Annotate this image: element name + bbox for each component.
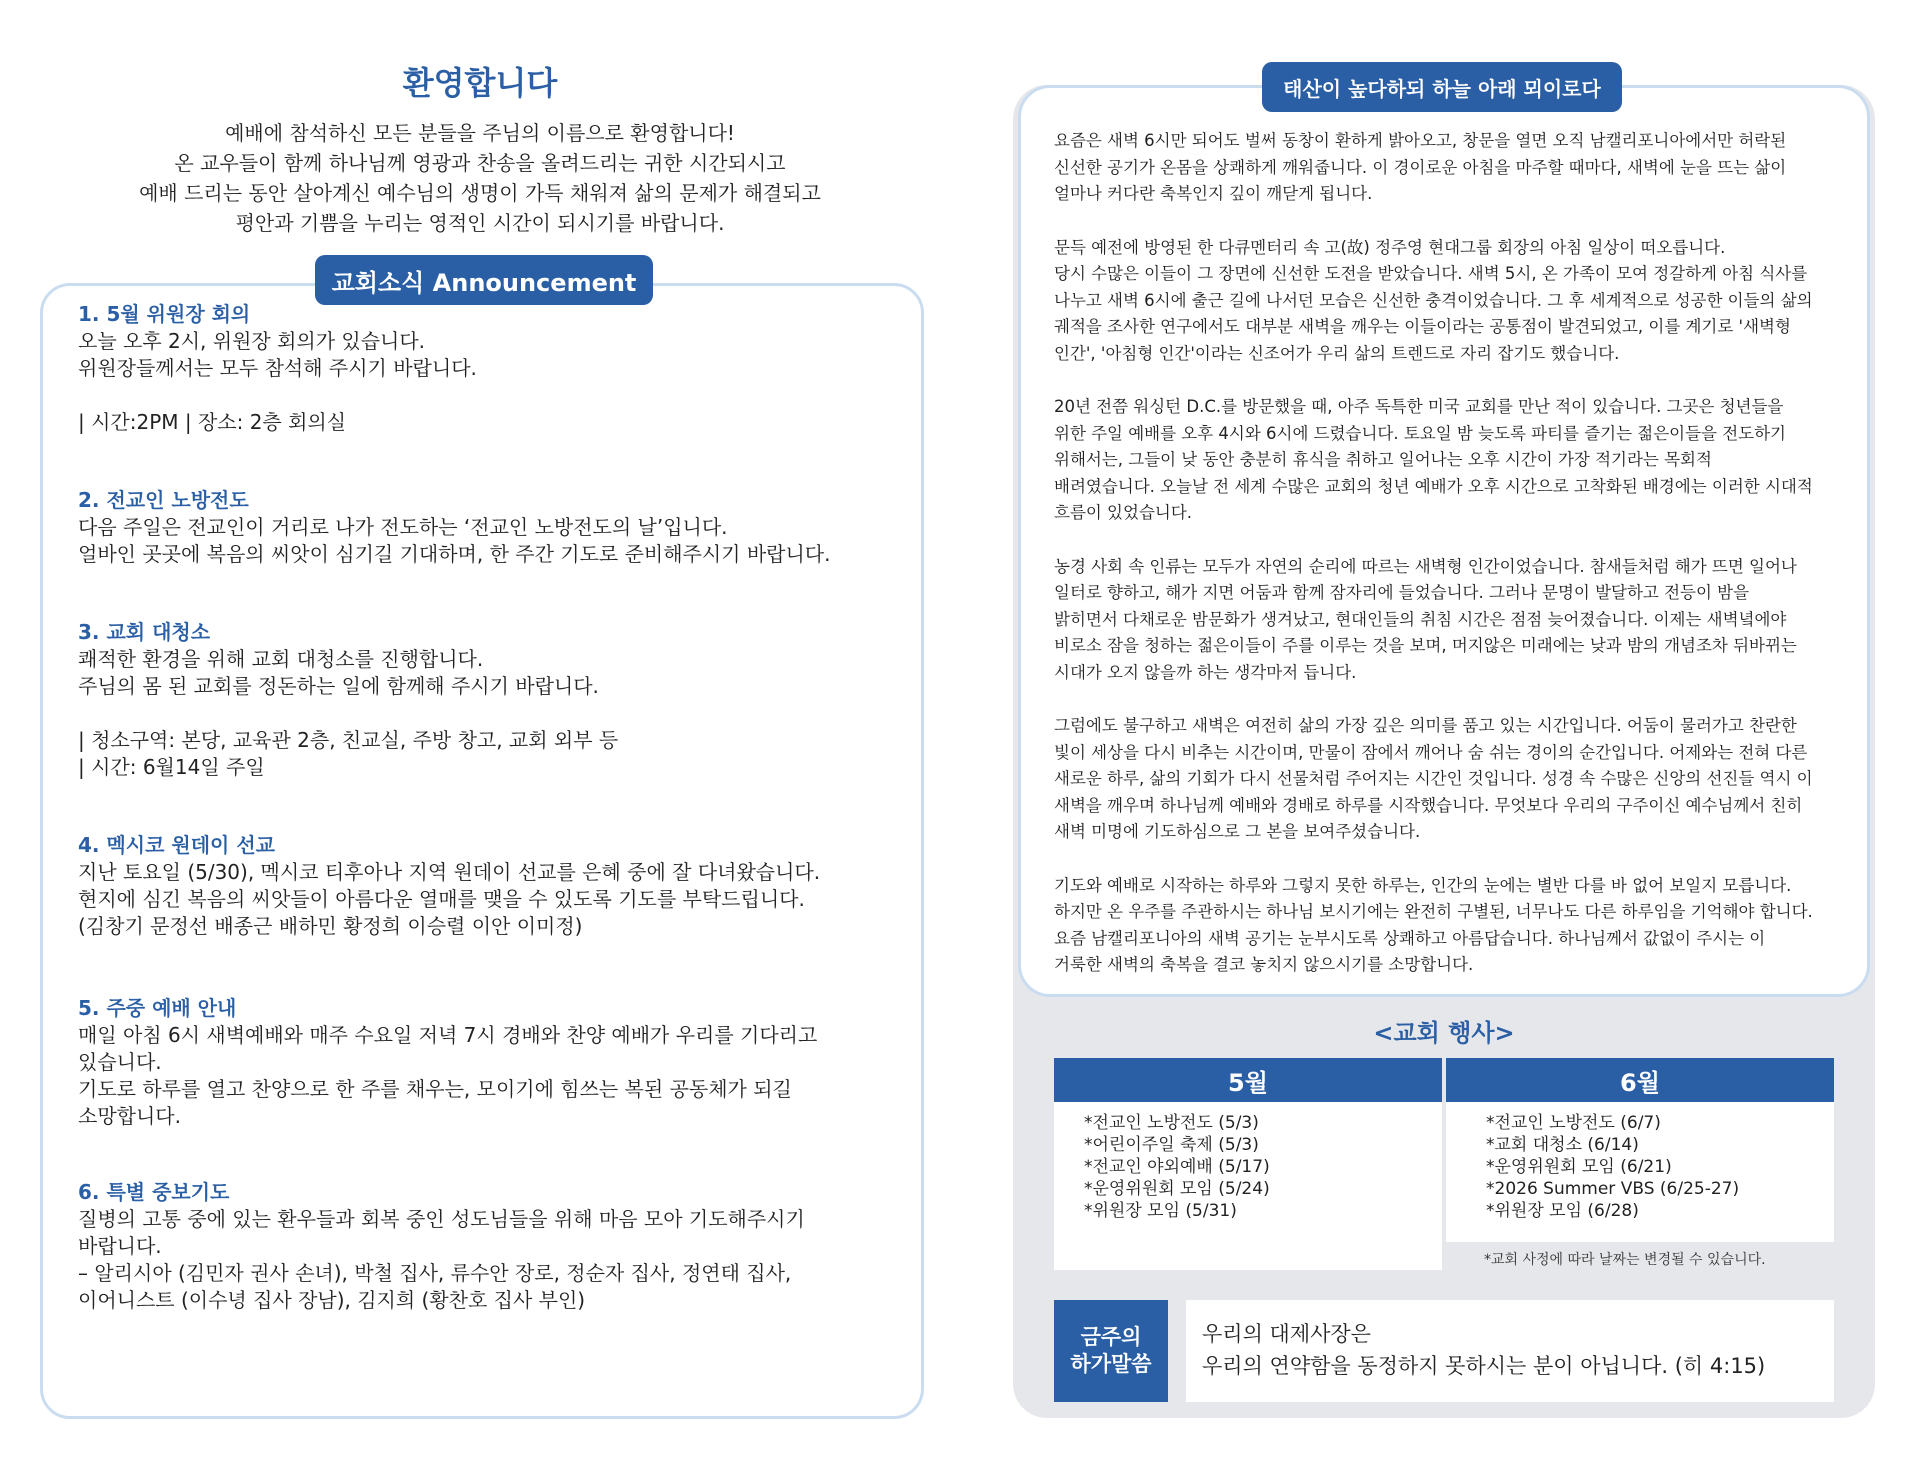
event-item: *교회 대청소 (6/14) — [1486, 1135, 1639, 1155]
announcement-spacer — [78, 382, 908, 409]
essay-line: 새벽을 깨우며 하나님께 예배와 경배로 하루를 시작했습니다. 무엇보다 우리의 구주이신 예수님께서 친히 — [1054, 795, 1803, 815]
announcement-line: 이어니스트 (이수녕 집사 장남), 김지희 (황찬호 집사 부인) — [78, 1288, 586, 1312]
essay-line: 20년 전쯤 워싱턴 D.C.를 방문했을 때, 아주 독특한 미국 교회를 만난 적이 있습니다. 그곳은 청년들을 — [1054, 397, 1784, 416]
essay-paragraph — [1054, 873, 1854, 979]
welcome-line: 온 교우들이 함께 하나님께 영광과 찬송을 올려드리는 귀한 시간되시고 — [174, 151, 786, 175]
announcement-line: 현지에 심긴 복음의 씨앗들이 아름다운 열매를 맺을 수 있도록 기도를 부탁드립니다. — [78, 887, 805, 911]
announcement-heading: 6. 특별 중보기도 — [78, 1180, 230, 1204]
essay-line: 시대가 오지 않을까 하는 생각마저 듭니다. — [1054, 662, 1357, 682]
events-june-header: 6월 — [1446, 1058, 1834, 1102]
announcement-line: (김창기 문정선 배종근 배하민 황정희 이승렬 이안 이미정) — [78, 914, 583, 938]
announcement-item — [78, 1178, 908, 1314]
essay-line: 밝히면서 다채로운 밤문화가 생겨났고, 현대인들의 취침 시간은 점점 늦어졌습니다. 이제는 새벽녘에야 — [1054, 609, 1787, 629]
announcement-line: 지난 토요일 (5/30), 멕시코 티후아나 지역 원데이 선교를 은혜 중에 잘 다녀왔습니다. — [78, 860, 821, 884]
essay-line: 흐름이 있었습니다. — [1054, 503, 1193, 522]
essay-line: 배려였습니다. 오늘날 전 세계 수많은 교회의 청년 예배가 오후 시간으로 고착화된 배경에는 이러한 시대적 — [1054, 476, 1813, 496]
announcement-item — [78, 618, 908, 781]
event-item: *위원장 모임 (6/28) — [1486, 1201, 1639, 1221]
announcement-line: | 시간:2PM | 장소: 2층 회의실 — [78, 410, 347, 434]
essay-paragraph — [1054, 554, 1854, 687]
welcome-line: 예배 드리는 동안 살아계신 예수님의 생명이 가득 채워져 삶의 문제가 해결되고 — [139, 181, 821, 205]
announcement-heading: 5. 주중 예배 안내 — [78, 996, 237, 1020]
essay-paragraph — [1054, 235, 1854, 368]
essay-line: 인간', '아침형 인간'이라는 신조어가 우리 삶의 트렌드로 자리 잡기도 했습니다. — [1054, 343, 1620, 363]
announcement-spacer — [78, 700, 908, 727]
event-item: *전교인 야외예배 (5/17) — [1084, 1157, 1270, 1177]
essay-body — [1054, 128, 1854, 1006]
essay-line: 신선한 공기가 온몸을 상쾌하게 깨워줍니다. 이 경이로운 아침을 마주할 때마다, 새벽에 눈을 뜨는 삶이 — [1054, 157, 1787, 177]
announcement-line: 매일 아침 6시 새벽예배와 매주 수요일 저녁 7시 경배와 찬양 예배가 우리를 기다리고 — [78, 1023, 818, 1047]
essay-line: 기도와 예배로 시작하는 하루와 그렇지 못한 하루는, 인간의 눈에는 별반 다를 바 없어 보일지 모릅니다. — [1054, 875, 1792, 895]
events-may-list — [1054, 1102, 1442, 1270]
essay-line: 위해서는, 그들이 낮 동안 충분히 휴식을 취하고 일어나는 오후 시간이 가장 적기라는 목회적 — [1054, 450, 1712, 469]
announcement-heading: 2. 전교인 노방전도 — [78, 488, 249, 512]
announcement-line: | 시간: 6월14일 주일 — [78, 755, 265, 779]
announcement-line: 바랍니다. — [78, 1234, 162, 1258]
essay-paragraph — [1054, 128, 1854, 208]
announcement-list — [78, 300, 908, 1352]
essay-line: 궤적을 조사한 연구에서도 대부분 새벽을 깨우는 이들이라는 공통점이 발견되었고, 이를 계기로 '새벽형 — [1054, 317, 1791, 336]
welcome-line: 평안과 기쁨을 누리는 영적인 시간이 되시기를 바랍니다. — [235, 211, 725, 235]
event-item: *운영위원회 모임 (5/24) — [1084, 1179, 1270, 1199]
verse-label-line: 금주의 — [1080, 1325, 1142, 1349]
announcement-line: 위원장들께서는 모두 참석해 주시기 바랍니다. — [78, 356, 477, 380]
essay-line: 거룩한 새벽의 축복을 결코 놓치지 않으시기를 소망합니다. — [1054, 955, 1474, 974]
events-june-column — [1446, 1058, 1834, 1242]
essay-line: 얼마나 커다란 축복인지 깊이 깨닫게 됩니다. — [1054, 184, 1373, 203]
verse-line: 우리의 연약함을 동정하지 못하시는 분이 아닙니다. (히 4:15) — [1202, 1354, 1766, 1378]
verse-line: 우리의 대제사장은 — [1202, 1322, 1371, 1346]
essay-line: 당시 수많은 이들이 그 장면에 신선한 도전을 받았습니다. 새벽 5시, 온 가족이 모여 정갈하게 아침 식사를 — [1054, 264, 1808, 283]
essay-paragraph — [1054, 713, 1854, 846]
announcement-title: 교회소식 Announcement — [315, 255, 653, 305]
verse-box — [1186, 1300, 1834, 1402]
announcement-line: 기도로 하루를 열고 찬양으로 한 주를 채우는, 모이기에 힘쓰는 복된 공동체가 되길 — [78, 1077, 792, 1101]
announcement-line: 소망합니다. — [78, 1104, 181, 1128]
announcement-heading: 3. 교회 대청소 — [78, 620, 211, 644]
events-note: *교회 사정에 따라 날짜는 변경될 수 있습니다. — [1484, 1252, 1766, 1268]
announcement-line: 얼바인 곳곳에 복음의 씨앗이 심기길 기대하며, 한 주간 기도로 준비해주시기 바랍니다. — [78, 542, 831, 566]
essay-paragraph — [1054, 394, 1854, 527]
essay-line: 하지만 온 우주를 주관하시는 하나님 보시기에는 완전히 구별된, 너무나도 다른 하루임을 기억해야 합니다. — [1054, 902, 1813, 921]
announcement-line: 쾌적한 환경을 위해 교회 대청소를 진행합니다. — [78, 647, 484, 671]
event-item: *전교인 노방전도 (6/7) — [1486, 1113, 1661, 1133]
essay-line: 요즘 남캘리포니아의 새벽 공기는 눈부시도록 상쾌하고 아름답습니다. 하나님께서 값없이 주시는 이 — [1054, 928, 1766, 948]
events-may-column — [1054, 1058, 1442, 1270]
essay-line: 농경 사회 속 인류는 모두가 자연의 순리에 따르는 새벽형 인간이었습니다. 참새들처럼 해가 뜨면 일어나 — [1054, 556, 1797, 576]
events-june-list — [1446, 1102, 1834, 1242]
essay-line: 위한 주일 예배를 오후 4시와 6시에 드렸습니다. 토요일 밤 늦도록 파티를 즐기는 젊은이들을 전도하기 — [1054, 423, 1786, 443]
announcement-line: 있습니다. — [78, 1050, 162, 1074]
essay-line: 비로소 잠을 청하는 젊은이들이 주를 이루는 것을 보며, 머지않은 미래에는 낮과 밤의 개념조차 뒤바뀌는 — [1054, 636, 1797, 655]
event-item: *전교인 노방전도 (5/3) — [1084, 1113, 1259, 1133]
event-item: *2026 Summer VBS (6/25-27) — [1486, 1179, 1740, 1199]
announcement-line: | 청소구역: 본당, 교육관 2층, 친교실, 주방 창고, 교회 외부 등 — [78, 728, 619, 752]
essay-line: 나누고 새벽 6시에 출근 길에 나서던 모습은 신선한 충격이었습니다. 그 후 세계적으로 성공한 이들의 삶의 — [1054, 290, 1813, 310]
welcome-line: 예배에 참석하신 모든 분들을 주님의 이름으로 환영합니다! — [225, 121, 735, 145]
announcement-heading: 1. 5월 위원장 회의 — [78, 302, 251, 326]
essay-line: 문득 예전에 방영된 한 다큐멘터리 속 고(故) 정주영 현대그룹 회장의 아침 일상이 떠오릅니다. — [1054, 237, 1726, 257]
essay-line: 그럼에도 불구하고 새벽은 여전히 삶의 가장 깊은 의미를 품고 있는 시간입니다. 어둠이 물러가고 찬란한 — [1054, 716, 1797, 735]
announcement-line: 주님의 몸 된 교회를 정돈하는 일에 함께해 주시기 바랍니다. — [78, 674, 599, 698]
event-item: *어린이주일 축제 (5/3) — [1084, 1135, 1259, 1155]
essay-line: 일터로 향하고, 해가 지면 어둠과 함께 잠자리에 들었습니다. 그러나 문명이 발달하고 전등이 밤을 — [1054, 583, 1750, 602]
announcement-line: – 알리시아 (김민자 권사 손녀), 박철 집사, 류수안 장로, 정순자 집사, 정연태 집사, — [78, 1261, 792, 1285]
welcome-title: 환영합니다 — [402, 64, 558, 102]
verse-label-line: 하가말씀 — [1070, 1352, 1152, 1376]
announcement-item — [78, 486, 908, 568]
essay-line: 새로운 하루, 삶의 기회가 다시 선물처럼 주어지는 시간인 것입니다. 성경 속 수많은 신앙의 선진들 역시 이 — [1054, 769, 1813, 788]
event-item: *운영위원회 모임 (6/21) — [1486, 1157, 1672, 1177]
announcement-item — [78, 831, 908, 940]
event-item: *위원장 모임 (5/31) — [1084, 1201, 1237, 1221]
essay-line: 새벽 미명에 기도하심으로 그 본을 보여주셨습니다. — [1054, 822, 1421, 841]
announcement-item — [78, 994, 908, 1130]
events-title: <교회 행사> — [1373, 1019, 1515, 1047]
verse-label — [1054, 1300, 1168, 1402]
announcement-line: 오늘 오후 2시, 위원장 회의가 있습니다. — [78, 329, 426, 353]
announcement-line: 다음 주일은 전교인이 거리로 나가 전도하는 ‘전교인 노방전도의 날’입니다. — [78, 515, 728, 539]
essay-line: 빛이 세상을 다시 비추는 시간이며, 만물이 잠에서 깨어나 숨 쉬는 경이의 순간입니다. 어제와는 전혀 다른 — [1054, 742, 1808, 762]
announcement-item — [78, 300, 908, 436]
essay-line: 요즘은 새벽 6시만 되어도 벌써 동창이 환하게 밝아오고, 창문을 열면 오직 남캘리포니아에서만 허락된 — [1054, 131, 1787, 150]
essay-title: 태산이 높다하되 하늘 아래 뫼이로다 — [1262, 62, 1622, 112]
announcement-heading: 4. 멕시코 원데이 선교 — [78, 833, 275, 857]
announcement-line: 질병의 고통 중에 있는 환우들과 회복 중인 성도님들을 위해 마음 모아 기도해주시기 — [78, 1207, 805, 1231]
welcome-section — [60, 58, 900, 238]
events-may-header: 5월 — [1054, 1058, 1442, 1102]
